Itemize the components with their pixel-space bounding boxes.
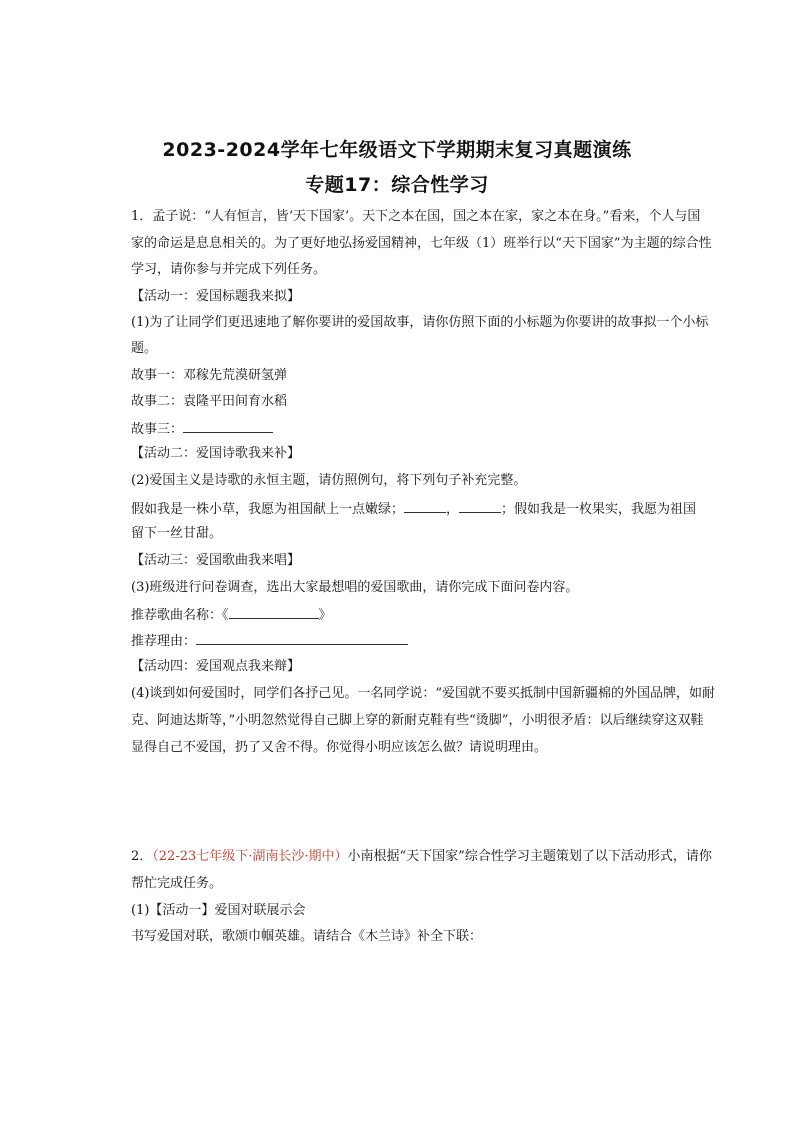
document-subtitle: 专题17：综合性学习 (305, 174, 489, 196)
activity-4-line-2: 克、阿迪达斯等，”小明忽然觉得自己脚上穿的新耐克鞋有些“烫脚”，小明很矛盾：以后继续穿这双鞋 (131, 713, 704, 728)
activity-2-title: 【活动二：爱国诗歌我来补】 (131, 446, 301, 461)
q1-intro-line-1: 1．孟子说：“人有恒言，皆‘天下国家’。天下之本在国，国之本在家，家之本在身。”看来，个人与国 (131, 209, 701, 224)
activity-2-sentence-line-2: 留下一丝甘甜。 (131, 526, 223, 541)
story-3-blank[interactable] (183, 420, 273, 433)
reason-blank[interactable] (196, 632, 408, 645)
activity-2-question: (2)爱国主义是诗歌的永恒主题，请仿照例句，将下列句子补充完整。 (131, 473, 527, 488)
reason-label: 推荐理由： (131, 634, 197, 649)
activity-4-title: 【活动四：爱国观点我来辩】 (131, 659, 301, 674)
activity-4-line-3: 显得自己不爱国，扔了又舍不得。你觉得小明应该怎么做？请说明理由。 (131, 740, 548, 755)
q2-activity-1-question: 书写爱国对联，歌颂巾帼英雄。请结合《木兰诗》补全下联： (131, 929, 483, 944)
q2-line-1-text: 小南根据“天下国家”综合性学习主题策划了以下活动形式，请你 (347, 849, 712, 864)
q1-intro-line-3: 学习，请你参与并完成下列任务。 (131, 262, 327, 277)
song-name-close: 》 (318, 608, 332, 623)
song-name-label: 推荐歌曲名称：《 (131, 608, 229, 623)
activity-1-question-line-2: 题。 (131, 341, 158, 356)
activity-2-sentence-line-1 (131, 500, 697, 518)
q2-activity-1-name: 爱国对联展示会 (214, 903, 306, 918)
activity-4-line-1: (4)谈到如何爱国时，同学们各抒己见。一名同学说：“爱国就不要买抵制中国新疆棉的外国品牌，如耐 (131, 686, 716, 701)
q2-source: （22-23七年级下·湖南长沙·期中） (152, 849, 348, 864)
q2-activity-1-prefix: (1) (131, 903, 150, 918)
activity-3-question: (3)班级进行问卷调查，选出大家最想唱的爱国歌曲，请你完成下面问卷内容。 (131, 580, 579, 595)
sentence-part-c: ；假如我是一枚果实，我愿为祖国 (501, 502, 697, 517)
q2-number: 2． (131, 849, 153, 864)
sentence-part-b: ， (446, 502, 460, 517)
story-3 (131, 420, 691, 438)
sentence-blank-1[interactable] (404, 500, 446, 513)
sentence-part-a: 假如我是一株小草，我愿为祖国献上一点嫩绿； (131, 502, 405, 517)
sentence-blank-2[interactable] (459, 500, 501, 513)
q1-intro-line-2: 家的命运是息息相关的。为了更好地弘扬爱国精神，七年级（1）班举行以“天下国家”为主题的综合性 (131, 236, 712, 251)
activity-1-question-line-1: (1)为了让同学们更迅速地了解你要讲的爱国故事，请你仿照下面的小标题为你要讲的故事拟一个小标 (131, 315, 709, 330)
activity-1-title: 【活动一：爱国标题我来拟】 (131, 289, 301, 304)
story-2: 故事二：袁隆平田间育水稻 (131, 394, 288, 409)
q2-line-2: 帮忙完成任务。 (131, 876, 223, 891)
q2-activity-1 (131, 903, 691, 919)
reason-row (131, 632, 691, 650)
song-name-row (131, 606, 691, 624)
q2-line-1 (131, 849, 712, 865)
song-name-blank[interactable] (229, 606, 319, 619)
document-title: 2023-2024学年七年级语文下学期期末复习真题演练 (162, 139, 632, 161)
activity-3-title: 【活动三：爱国歌曲我来唱】 (131, 553, 301, 568)
story-3-label: 故事三： (131, 422, 184, 437)
q2-activity-1-title: 【活动一】 (149, 903, 215, 918)
story-1: 故事一：邓稼先荒漠研氢弹 (131, 368, 288, 383)
